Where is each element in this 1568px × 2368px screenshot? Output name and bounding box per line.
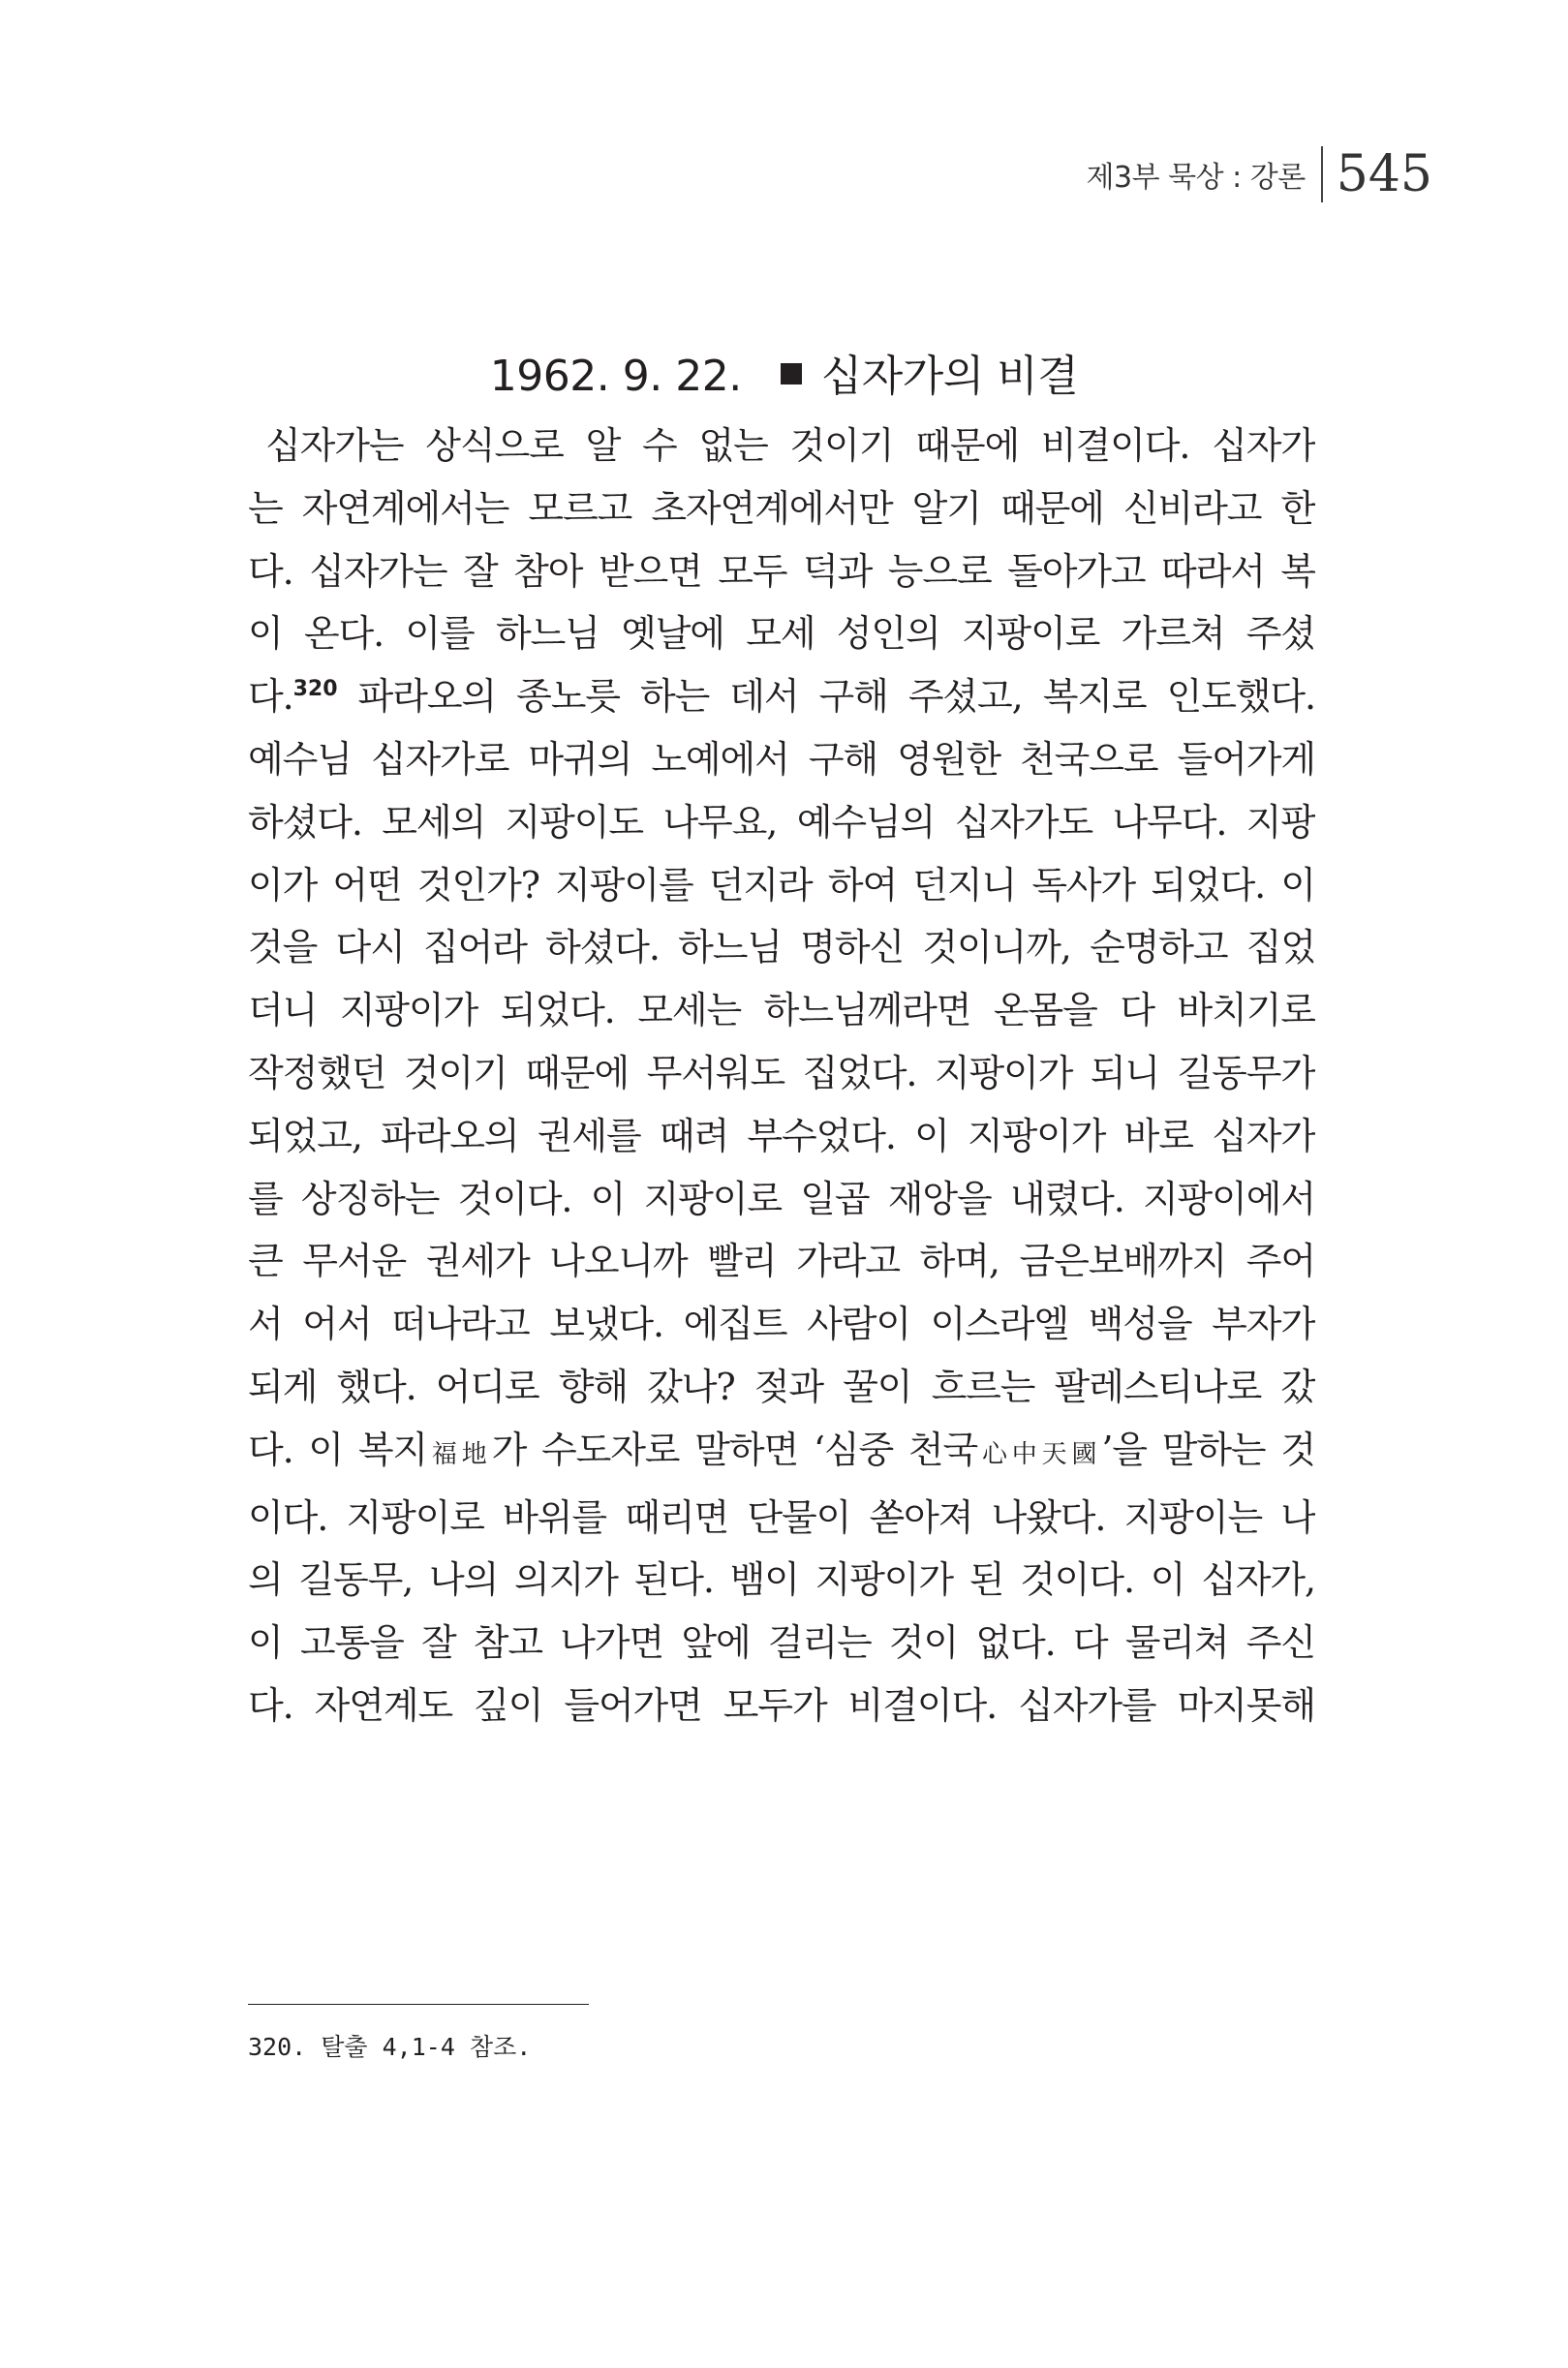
entry-heading [0, 341, 1568, 403]
body-line [248, 665, 1315, 728]
footnote: 320. 탈출 4,1-4 참조. [248, 2033, 532, 2061]
body-line [248, 1419, 1315, 1487]
running-head [1087, 145, 1432, 203]
body-line: 는 자연계에서는 모르고 초자연계에서만 알기 때문에 신비라고 한 [248, 486, 1315, 530]
square-bullet-icon [781, 363, 802, 384]
running-head-divider [1321, 146, 1323, 202]
body-line-text: 파라오의 종노릇 하는 데서 구해 주셨고, 복지로 인도했다. [337, 675, 1315, 719]
body-line: 되게 했다. 어디로 향해 갔나? 젖과 꿀이 흐르는 팔레스티나로 갔 [248, 1365, 1315, 1408]
body-line-text: 다. 이 복지 [248, 1428, 428, 1471]
hanja-annotation: 心中天國 [977, 1439, 1102, 1469]
body-line: 것을 다시 집어라 하셨다. 하느님 명하신 것이니까, 순명하고 집었 [248, 926, 1315, 969]
body-line: 더니 지팡이가 되었다. 모세는 하느님께라면 온몸을 다 바치기로 [248, 989, 1315, 1032]
body-line: 큰 무서운 권세가 나오니까 빨리 가라고 하며, 금은보배까지 주어 [248, 1240, 1315, 1283]
entry-date: 1962. 9. 22. [489, 352, 742, 401]
footnote-reference[interactable]: 320 [292, 677, 338, 702]
body-line: 서 어서 떠나라고 보냈다. 에집트 사람이 이스라엘 백성을 부자가 [248, 1303, 1315, 1346]
body-line: 하셨다. 모세의 지팡이도 나무요, 예수님의 십자가도 나무다. 지팡 [248, 800, 1315, 844]
body-line: 되었고, 파라오의 권세를 때려 부수었다. 이 지팡이가 바로 십자가 [248, 1114, 1315, 1157]
body-line: 예수님 십자가로 마귀의 노예에서 구해 영원한 천국으로 들어가게 [248, 737, 1315, 781]
entry-title: 십자가의 비결 [820, 352, 1079, 401]
hanja-annotation: 福地 [427, 1439, 492, 1469]
body-text [248, 415, 1315, 1738]
body-line: 이다. 지팡이로 바위를 때리면 단물이 쏟아져 나왔다. 지팡이는 나 [248, 1495, 1315, 1539]
body-line: 작정했던 것이기 때문에 무서워도 집었다. 지팡이가 되니 길동무가 [248, 1051, 1315, 1094]
running-head-section: 제3부 묵상 : 강론 [1086, 161, 1306, 195]
body-line: 다. 십자가는 잘 참아 받으면 모두 덕과 능으로 돌아가고 따라서 복 [248, 549, 1315, 593]
page-number: 545 [1336, 145, 1432, 203]
body-line: 를 상징하는 것이다. 이 지팡이로 일곱 재앙을 내렸다. 지팡이에서 [248, 1177, 1315, 1220]
body-line: 다. 자연계도 깊이 들어가면 모두가 비결이다. 십자가를 마지못해 [248, 1683, 1315, 1727]
footnote-divider [248, 2004, 589, 2005]
body-line-text: 다. [248, 675, 293, 719]
body-line-text: 가 수도자로 말하면 ‘심중 천국 [491, 1428, 978, 1471]
body-line: 이가 어떤 것인가? 지팡이를 던지라 하여 던지니 독사가 되었다. 이 [248, 863, 1315, 907]
body-line: 십자가는 상식으로 알 수 없는 것이기 때문에 비결이다. 십자가 [265, 424, 1315, 467]
body-line: 이 온다. 이를 하느님 옛날에 모세 성인의 지팡이로 가르쳐 주셨 [248, 612, 1315, 656]
body-line-text: ’을 말하는 것 [1101, 1428, 1315, 1471]
body-line: 이 고통을 잘 참고 나가면 앞에 걸리는 것이 없다. 다 물리쳐 주신 [248, 1621, 1315, 1665]
body-line: 의 길동무, 나의 의지가 된다. 뱀이 지팡이가 된 것이다. 이 십자가, [248, 1558, 1315, 1602]
